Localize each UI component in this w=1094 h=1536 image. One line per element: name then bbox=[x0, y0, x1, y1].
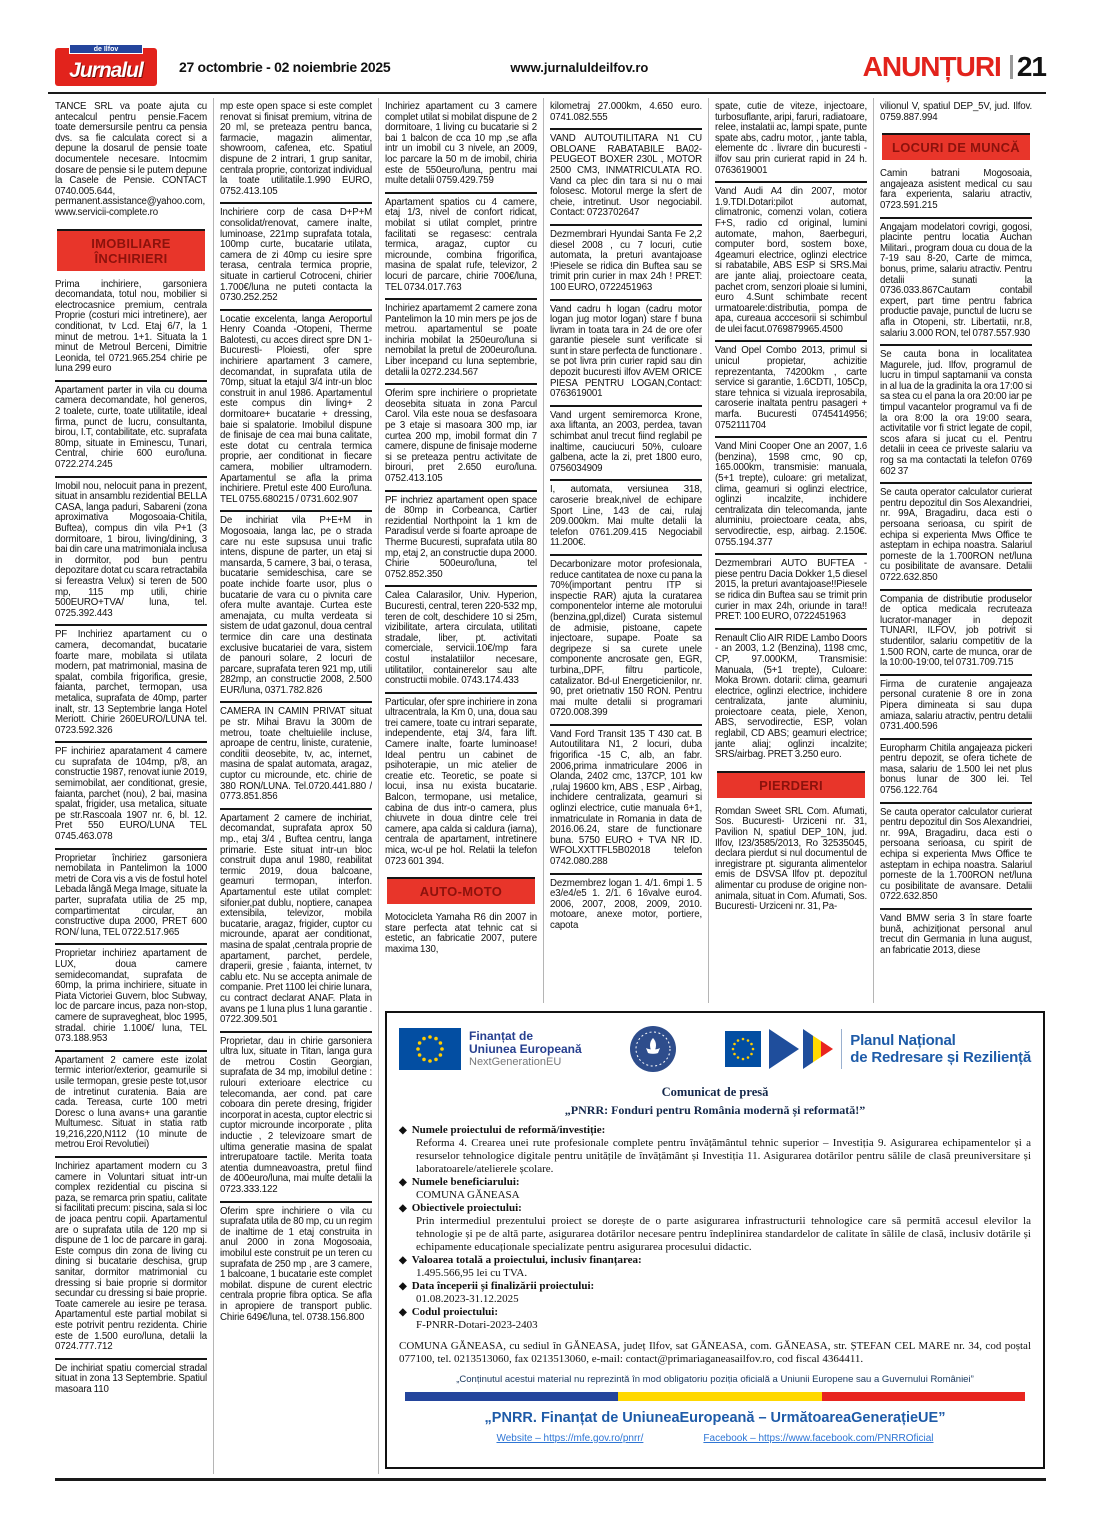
classified-ad: spate, cutie de viteze, injectoare, turbosuflante, aripi, faruri, radiatoare, relee, instalatii ac, lampi spate, punte spate abs, cadru motor, , jante tabla, elemente dc . livrare din bucuresti - ilfov sau prin curierat rapid in 24 h. 0763619001 bbox=[715, 101, 867, 176]
classified-ad: mp este open space si este complet renovat si finisat premium, vitrina de 20 ml, se preteaza pentru banca, farmacie, magazin alimentar, showroom, cafenea, etc. Spatiul dispune de 2 intrari, 1 grup sanitar, centrala proprie, contorizat individual la toate utilitatile.1.990 EURO, 0752.413.105 bbox=[220, 101, 372, 197]
pnrr-bullet-title: ◆ Obiectivele proiectului: bbox=[399, 1202, 522, 1214]
diamond-bullet-icon: ◆ bbox=[399, 1307, 407, 1318]
classified-ad: Apartament 2 camere de inchiriat, decomandat, suprafata aprox 50 mp., etaj 3/4 , Buftea centru, langa primarie. Este situat intr-un bloc construit dupa anul 1980, reabilitat termic 2019, doua balcoane, geamuri termopan, interfon. Apartamentul este utilat complet: sifonier,pat dublu, noptiere, canapea extensibila, televizor, mobila bucatarie, aragaz, frigider, cuptor cu microunde, aparat aer conditionat, masina de spalat ,centrala proprie de apartament, parchet, perdele, draperii, gresie , faianta, internet, tv cablu etc. Nu se accepta animale de companie. Pret 1100 lei chirie lunara, cu contract declarat ANAF. Plata in avans pe 1 luna plus 1 luna garantie . 0722.309.501 bbox=[220, 808, 372, 1031]
classified-ad: Motocicleta Yamaha R6 din 2007 in stare perfecta atat tehnic cat si estetic, an fabricatie 2007, putere maxima 130, bbox=[385, 912, 537, 955]
classified-ad: Oferim spre inchiriere o vila cu suprafata utila de 80 mp, cu un regim de inaltime de 1 etaj construita in anul 2000 in zona Mogosoaia, imobilul este construit pe un teren cu suprafata de 250 mp , are 3 camere, 1 balcoane, 1 bucatarie este complet mobilat. dispune de curent electric centrala proprie fibra optica. Se afla in apropiere de transport public. Chirie 649€/luna, tel. 0738.156.800 bbox=[220, 1201, 372, 1329]
classified-ad: Dezmembrari AUTO BUFTEA - piese pentru Dacia Dokker 1,5 diesel 2015, la preturi avantajoase!!Piesele se ridica din Buftea sau se trimit prin curier in max 24h, oriunde in tara!! PRET: 100 EURO, 0722451963 bbox=[715, 553, 867, 628]
pnrr-press-release-box bbox=[385, 1011, 1045, 1469]
pnrr-facebook-link[interactable]: Facebook – https://www.facebook.com/PNRROficial bbox=[703, 1433, 934, 1444]
classified-ad: Inchiriez apartament cu 3 camere complet utilat si mobilat dispune de 2 dormitoare, 1 living cu bucatarie si 2 bai 1 balcon de cca 10 mp ,se afla intr un imobil cu 3 nivele, an 2009, loc parcare la 50 m de imobil, chiria este de 550euro/luna, pentru mai multe detalii 0759.429.759 bbox=[385, 101, 537, 187]
pnrr-bullet-body: Prin intermediul prezentului proiect se dorește de o parte asigurarea infrastructurii tehnologice care să permită accesul elevilor la tehnologie și pe de altă parte, asigurarea dotărilor necesare pentru îndeplinirea standardelor de calitate în sălile de clasă, inclusiv dotările și echipamente educaționale specializate pentru asigurarea procesului didactic. bbox=[416, 1215, 1031, 1253]
pnrr-logos-row bbox=[399, 1021, 1031, 1077]
classified-ad: Renault Clio AIR RIDE Lambo Doors - an 2003, 1.2 (Benzina), 1198 cmc, CP, 97.000KM, Transmisie: Manuala, (5+1 trepte), Culoare: Moka Brown. dotarii: clima, geamuri electrice, oglinzi electrice, inchidere centralizata, jante aluminiu, proiectoare ceata, piele, Xenon, ABS, servodirectie, ESP, volan reglabil, CD ABS; geamuri electrice; jante aliaj; oglinzi incalzite; SRS/airbag. PRET 3.250 euro. bbox=[715, 628, 867, 766]
eu-funding-line3: NextGenerationEU bbox=[469, 1055, 562, 1068]
classified-ad: Vand Opel Combo 2013, primul si unicul propietar, achizitie reprezentanta, 74200km , carte service si garantie, 1.6CDTI, 105Cp, stare tehnica si vizuala ireprosabila, caroserie inaltata pentru pasageri + marfa. Bucuresti 0745414956; 0752111704 bbox=[715, 340, 867, 436]
classified-ad: Dezmembrez logan 1. 4/1. 6mpi 1. 5 e3/e4/e5 1. 2/1. 6 16valve euro4. 2006, 2007, 2008, 2009, 2010. motoare, anexe motor, portiere, capota bbox=[550, 873, 702, 937]
classified-ad: Proprietar închiriez garsoniera nemobilata in Pantelimon la 1000 metri de Cora vis a vis de fostul hotel Lebada lângă Mega Image, situate la parter, suprafata utilia de 25 mp, compartimentat circular, an constructive dupa 2000, PRET 600 RON/ luna, TEL 0722.517.965 bbox=[55, 848, 207, 944]
classified-ad: Vand Audi A4 din 2007, motor 1.9.TDI.Dotari:pilot automat, climatronic, comenzi volan, cotiera F+S, radio cd original, lumini automate, mahon, 8aerbeguri, computer bord, sostem boxe, 4geamuri electrice, oglinzi electrice si rabatabile, ABS ESP si SRS.Mai are jante aliaj, proiectoare ceata, pachet crom, senzori ploaie si lumini, euro 4.Sunt schimbate recent urmatoarele:distributia, pompa de apa, cureaua acccesorii si schimbul de ulei facut.0769879965.4500 bbox=[715, 181, 867, 340]
section-header-imobiliare-inchirieri: IMOBILIARE ÎNCHIRIERI bbox=[57, 229, 205, 271]
newspaper-column-4 bbox=[550, 98, 702, 1003]
page-number: 21 bbox=[1016, 51, 1046, 82]
pnrr-bullet-title: ◆ Data începerii și finalizării proiectului: bbox=[399, 1280, 595, 1292]
classified-ad: Dezmembrari Hyundai Santa Fe 2,2 diesel 2008 , cu 7 locuri, cutie automata, la preturi avantajoase !Piesele se ridica din Buftea sau se trimit prin curier in max 24h ! PRET: 100 EURO, 0722451963 bbox=[550, 224, 702, 299]
classified-ad: PF inchiriez aparatament 4 camere cu suprafata de 104mp, p/8, an constructie 1987, renovat iunie 2019, semimobilat, aer conditionat, gresie, faianta, parchet (nou), 2 bai, masina spalat, frigider, usa metalica, situate pe str.Rascoala 1907 nr. 6, bl. 12. Pret 550 EURO/LUNA TEL 0745.463.078 bbox=[55, 741, 207, 847]
classified-ad: Se cauta operator calculator curierat pentru depozitul din Sos Alexandriei, nr. 99A, Bragadiru, daca esti o persoana serioasa, cu spirit de echipa si experienta Mws Office te asteptam in echipa noastra. Salariul porneste de la 1.700RON net/luna cu posibilitate de avansare. Detalii 0722.632.850 bbox=[880, 482, 1032, 588]
column-separator bbox=[372, 98, 385, 1474]
issue-date: 27 octombrie - 02 noiembrie 2025 bbox=[179, 59, 391, 75]
romanian-government-emblem-icon bbox=[628, 1024, 678, 1074]
pnrr-bullet-title: ◆ Valoarea totală a proiectului, inclusiv finanțarea: bbox=[399, 1254, 642, 1266]
classified-ad: TANCE SRL va poate ajuta cu antecalcul pentru pensie.Facem toate demersursile pentru ca pensia dvs. sa fie calculata corect si a depune la dosarul de pensie toate documentele necesare. Intocmim dosare de pensie si le putem depune la Casele de Pensie. CONTACT 0740.005.644, permanent.assistance@yahoo.com, www.servicii-complete.ro bbox=[55, 101, 207, 218]
pnrr-bullet-title: ◆ Numele beneficiarului: bbox=[399, 1176, 520, 1188]
newspaper-column-3 bbox=[385, 98, 537, 1003]
diamond-bullet-icon: ◆ bbox=[399, 1203, 407, 1214]
press-release-label: Comunicat de presă bbox=[661, 1085, 769, 1099]
classified-ad: Compania de distributie produselor de optica medicala recruteaza lucrator-manager in depozit TUNARI, ILFOV, job potrivit si studentilor, salariu competitiv de la 1.500 RON, carte de munca, orar de la 10:00-19:00, tel 0731.709.715 bbox=[880, 589, 1032, 674]
page-number-divider bbox=[1010, 55, 1013, 79]
page-header bbox=[55, 44, 1046, 90]
page-bottom-rule bbox=[55, 1478, 1046, 1481]
classified-ad: Europharm Chitila angajeaza pickeri pentru depozit, se ofera tichete de masa, salariu de 1.500 lei net plus bonus lunar de 300 lei. Tel 0756.122.764 bbox=[880, 738, 1032, 802]
eu-flag-icon bbox=[399, 1028, 461, 1070]
beneficiary-paragraph: COMUNA GĂNEASA, cu sediul în GĂNEASA, județ Ilfov, sat GĂNEASA, com. GĂNEASA, str. ȘTEFAN CEL MARE nr. 34, cod poștal 077100, tel. 0213513060, fax 0213513060, e-mail: contact@primariaganeasailfov.ro, cod fiscal 4364411. bbox=[399, 1340, 1031, 1365]
classified-ad: vilionul V, spatiul DEP_5V, jud. Ilfov. 0759.887.994 bbox=[880, 101, 1032, 123]
classified-ad: Apartament spatios cu 4 camere, etaj 1/3, nivel de confort ridicat, mobilat si utilat complet, printre facilitati se regasesc: centrala termica, aragaz, cuptor cu microunde, combina frigorifica, masina de spalat rufe, televizor, 2 locuri de parcare, chirie 700€/luna, TEL 0734.017.763 bbox=[385, 192, 537, 298]
classified-ad: Firma de curatenie angajeaza personal curatenie 8 ore in zona Pipera dimineata si sau dupa amiaza, salariu atractiv, pentru detalii 0731.400.596 bbox=[880, 674, 1032, 738]
pnrr-bullet-title: ◆ Codul proiectului: bbox=[399, 1306, 498, 1318]
pnrr-bullet-body: COMUNA GĂNEASA bbox=[416, 1189, 520, 1201]
classified-ad: Decarbonizare motor profesionala, reduce cantitatea de noxe cu pana la 70%(important pentru ITP si inspectie RAR) ajuta la curatarea componentelor interne ale motorului (benzina,gpl,dizel) Curata sistemul de admisie, pistoane, capete injectoare, supape. Poate sa degripeze si sa curete unele componente ancrosate gen, EGR, turbina,,DPF, filtru particole, catalizator. Bd-ul Energeticienilor, nr. 90, pret orietnativ 150 RON. Pentru mai multe detalii si programari 0720.008.399 bbox=[550, 554, 702, 724]
pnrr-bullet-body: Reforma 4. Crearea unei rute profesionale complete pentru învățământul tehnic superior – Investiția 9. Asigurarea echipamentelor și a resurselor tehnologice digitale pentru unitățile de învățământ și Investiția 11. Asigurarea dotărilor pentru sălile de clasă preuniversitare și laboratoarele/atelierele școlare. bbox=[416, 1137, 1031, 1175]
classified-ad: Inchiriez apartamemt 2 camere zona Pantelimon la 10 min mers pe jos de metrou. apartamentul se poate inchiria mobilat la 250euro/luna si nemobilat la pretul de 200euro/luna. Liber incepand cu luna septembrie, detalii la 0272.234.567 bbox=[385, 298, 537, 383]
plan-logo-line1: Planul Național bbox=[850, 1032, 956, 1049]
logo-title: Jurnalul bbox=[69, 59, 143, 82]
classified-ad: Vand urgent semiremorca Krone, axa liftanta, an 2003, perdea, tavan schimbat anul trecut fiind reglabil pe inaltime, cauciucuri 50%, culoare galbena, acte la zi, pret 1800 euro, 0756034909 bbox=[550, 405, 702, 480]
classified-ad: Apartament 2 camere este izolat termic interior/exterior, geamurile si usile termopan, gresie peste tot,usor de intretinut curatenia. Baia are cada. Tereasa, curte 100 metri Doresc o luna avans+ una garantie Multumesc. Situat in statia ratb 19,216,220,N112 (10 minute de metrou Eroi Revolutiei) bbox=[55, 1050, 207, 1156]
classified-ad: Romdan Sweet SRL Com. Afumati, Sos. Bucuresti- Urziceni nr. 31, Pavilion N, spatiul DEP_10N, jud. Ilfov, I23/3585/2013, Ro 32535045, declara pierdut si nul documentul de inregistrare pt. siguranta alimentelor emis de DSVSA Ilfov pt. depozitul alimentar cu produse de origine non-animala, situat in Com. Afumati, Sos. Bucuresti- Urziceni nr. 31, Pa- bbox=[715, 805, 867, 913]
press-release-title: „PNRR: Fonduri pentru România modernă și reformată!” bbox=[564, 1103, 866, 1117]
newspaper-column-1 bbox=[55, 98, 207, 1474]
classified-ad: Locatie excelenta, langa Aeroportul Henry Coanda -Otopeni, Therme Balotesti, cu acces direct spre DN 1- Bucuresti- Ploiesti, ofer spre inchiriere apartament 3 camere, decomandat, in suprafata utila de 70mp, situat la etajul 3/4 intr-un bloc construit in anul 1986. Apartamentul este compus din living+ 2 dormitoare+ bucatarie + dressing, baie si spalatorie. Imobilul dispune de finisaje de cea mai buna calitate, este dotat cu centrala termica proprie, aer conditionat in fiecare camera, mobilier ultramodern. Apartamentul se afla la prima inchiriere. Pretul este 400 Euro/luna. TEL 0755.680215 / 0731.602.907 bbox=[220, 309, 372, 511]
website-url: www.jurnaluldeilfov.ro bbox=[510, 59, 649, 75]
classified-ad: Camin batrani Mogosoaia, angajeaza asistent medical cu sau fara experienta, salariu atractiv, 0723.591.215 bbox=[880, 168, 1032, 211]
classified-ad: Se cauta operator calculator curierat pentru depozitul din Sos Alexandriei, nr. 99A, Bragadiru, daca esti o persoana serioasa, cu spirit de echipa si experienta Mws Office te asteptam in echipa noastra. Salariul porneste de la 1.700RON net/luna cu posibilitate de avansare. Detalii 0722.632.850 bbox=[880, 802, 1032, 908]
logo-subtitle: de Ilfov bbox=[69, 44, 143, 54]
classified-ad: kilometraj 27.000km, 4.650 euro. 0741.082.555 bbox=[550, 101, 702, 123]
plan-logo-line2: de Redresare și Reziliență bbox=[850, 1049, 1031, 1066]
jurnalul-logo bbox=[55, 48, 157, 86]
column-separator bbox=[537, 98, 550, 1003]
diamond-bullet-icon: ◆ bbox=[399, 1177, 407, 1188]
classified-ad: Apartament parter in vila cu douma camera decomandate, hol generos, 2 toalete, curte, toate utilitatile, ideal firma, punct de lucru, consultanta, birou, I.T, contabilitate, etc. suprafata 80mp, situate in Eminescu, Tunari, Central, chirie 600 euro/luna. 0722.274.245 bbox=[55, 380, 207, 476]
classified-ad: Angajam modelatori covrigi, gogosi, placinte pentru locatia Auchan Militari., program doua cu doua de la 7-19 sau 8-20, Carte de mimca, bonus, prime, salariu atractiv. Pentru detalii sunati la 0736.033.867Cautam contabil expert, part time pentru fabrica productie pavaje, punctul de lucru se afla in Otopeni, str. Libertatii, nr.8, salariu 3.000 RON, tel 0787.557.930 bbox=[880, 217, 1032, 345]
pnrr-disclaimer: „Conținutul acestui material nu reprezintă în mod obligatoriu poziția oficială a Uniunii Europene sau a Guvernului României” bbox=[456, 1374, 974, 1385]
classified-ad: PF inchriez apartament open space de 80mp in Corbeanca, Cartier rezidential Northpoint la 1 km de Paradisul verde si foarte aproape de Therme Bucuresti, suprafata utila 80 mp, etaj 2, an constructie dupa 2000. Chirie 500euro/luna, tel 0752.852.350 bbox=[385, 490, 537, 586]
eu-funding-line1: Finanțat de bbox=[469, 1028, 534, 1043]
classified-ad: Inchiriere corp de casa D+P+M consolidat/renovat, camere inalte, luminoase, 221mp suprafata totala, 100mp curte, bucatarie utilata, camera de zi 40mp cu iesire spre terasa, centrala termica proprie, situate in cartierul Cotroceni, chirier 1.700€/luna ne puteti contacta la 0730.252.252 bbox=[220, 202, 372, 308]
classified-ad: Proprietar, dau in chirie garsoniera ultra lux, situate in Titan, langa gura de metrou Costin Georgian, suprafata de 34 mp, imobilul detine : rulouri exterioare electrice cu telecomanda, aer cond. pat care coboara din perete dresing, frigider incorporat in acesta, cuptor electric si cuptor microunde incorporate , plita inductie , 2 televizoare smart de ultima generatie masina de spalat intrerupatoare tactile. Merita toata atentia dumneavoastra, pretul fiind de 400euro/luna, mai multe detalii la 0723.333.122 bbox=[220, 1031, 372, 1201]
header-rule bbox=[48, 92, 1046, 94]
newspaper-column-6 bbox=[880, 98, 1032, 1003]
pnrr-bullet-body: 1.495.566,95 lei cu TVA. bbox=[416, 1267, 528, 1279]
section-header-pierderi: PIERDERI bbox=[717, 771, 865, 798]
classified-ad: Imobil nou, nelocuit pana in prezent, situat in ansamblu rezidential BELLA CASA, langa paduri, Sabareni (zona aproximativa Mogosoaia-Chitila, Buftea), compus din vila P+1 (3 dormitoare, 1 birou, living/dining, 3 bai din care una matrimoniala inclusa in dormitor, pod bun pentru depozitare dotat cu scara retractabila si fereastra Velux) si teren de 500 mp, 115 mp utili, chirie 500EURO+TVA/ luna, tel. 0725.392.443 bbox=[55, 476, 207, 625]
classified-ad: Particular, ofer spre inchiriere in zona ultracentrala, la Km 0, una, doua sau trei camere, toate cu intrari separate, independente, etaj 3/4, fara lift. Camere inalte, foarte luminoase! Ideal pentru un cabinet de psihoterapie, un mic atelier de creatie etc. Teoretic, se poate si locui, insa nu exista bucatarie. Balcon, termopane, usi metalice, cabina de dus intr-o camera, plus chiuvete in doua dintre cele trei camere, apa calda si caldura (iarna), centrala de apartament, intretinere mica, wc-ul pe hol. Relatii la telefon 0723 601 394. bbox=[385, 692, 537, 873]
eu-funding-line2: Uniunea Europeană bbox=[469, 1041, 582, 1056]
section-title: ANUNȚURI bbox=[862, 51, 1001, 82]
section-header-locuri-de-munca: LOCURI DE MUNCĂ bbox=[882, 133, 1030, 160]
classified-ad: De inchiriat vila P+E+M in Mogosoaia, langa lac, pe o strada care nu este supsusa unui trafic intens, dispune de parter, un etaj si mansarda, 5 camere, 3 bai, o terasa, bucatarie semideschisa, care se poate inchide foarte usor, plus o bucatarie de vara cu o pivnita care ofera multe avantaje. Curtea este amenajata, cu multa verdeata si sistem de udat gazonul, doua central termice din care una destinata exclusive bucatariei de vara, sistem de panouri solare, 2 locuri de parcare, suprafata teren 921 mp, utili 282mp, an constructie 2008, 2.500 EUR/luna, 0371.782.826 bbox=[220, 510, 372, 701]
newspaper-column-5 bbox=[715, 98, 867, 1003]
classified-ad: Calea Calarasilor, Univ. Hyperion, Bucuresti, central, teren 220-532 mp, teren de colt, deschidere 10 si 25m, vizibilitate, artera circulata, utilitati stradale, liber, pt. activitati comerciale, servicii.10€/mp fara costul instalatiilor necesare, utilitatilor, containerelor sau alte constructii mobile. 0743.174.433 bbox=[385, 585, 537, 691]
classified-ad: Vand cadru h logan (cadru motor logan jug motor logan) stare f buna livram in toata tara in 24 de ore ofer garantie piesele sunt verificate si sunt in stare perfecta de functionare . se pot livra prin curier rapid sau din depozit bucuresti ilfov AVEM ORICE PIESA PENTRU LOGAN,Contact: 0763619001 bbox=[550, 299, 702, 405]
logo-divider bbox=[841, 1029, 842, 1069]
classified-ad: Prima inchiriere, garsoniera decomandata, totul nou, mobilier si electrocasnice premium, centrala Proprie (costuri mici intretinere), aer conditionat, tv Lcd. Etaj 6/7, la 1 minut de metrou. 1+1. Situata la 1 minut de Metroul Berceni, Dimitrie Leonida, tel 0721.965.254 chirie pe luna 299 euro bbox=[55, 278, 207, 375]
column-separator bbox=[867, 98, 880, 1003]
classified-ad: Proprietar inchiriez apartament de LUX, doua camere semidecomandat, suprafata de 60mp, la prima inchiriere, situate in Piata Victoriei Guvern, bloc Subway, loc de parcare incus, paza non-stop, camere de supravegheat, bloc 1995, stradal. chirie 1.100€/ luna, TEL 073.188.953 bbox=[55, 943, 207, 1049]
pnrr-chevrons-icon bbox=[725, 1027, 833, 1071]
pnrr-bullet-body: 01.08.2023-31.12.2025 bbox=[416, 1293, 519, 1305]
newspaper-column-2 bbox=[220, 98, 372, 1474]
classified-ad: Vand Ford Transit 135 T 430 cat. B Autoutilitara N1, 2 locuri, duba frigorifica -15 C, alb, an fabr. 2006,prima inmatriculare 2006 in Olanda, 2402 cmc, 137CP, 101 kw ,rulaj 19600 km, ABS , ESP , Airbag, inchidere centralizata, geamuri si oglinzi electrice, cutie manuala 6+1, inmatriculate in Romania in data de 2016.06.24, stare de functionare buna. 5750 EURO + TVA NR ID. WFOLXXTTFL5B02018 telefon 0742.080.288 bbox=[550, 724, 702, 873]
pnrr-bullet-title: ◆ Numele proiectului de reformă/investiție: bbox=[399, 1124, 606, 1136]
pnrr-website-link[interactable]: Website – https://mfe.gov.ro/pnrr/ bbox=[496, 1433, 644, 1444]
classifieds-content bbox=[55, 98, 1045, 1474]
classified-ad: I, automata, versiunea 318, caroserie break,nivel de echipare Sport Line, 143 de cai, rulaj 209.000km. Mai multe detalii la telefon 0761.209.415 Negociabil 11.200€. bbox=[550, 479, 702, 554]
classified-ad: Oferim spre inchiriere o proprietate deosebita situata in zona Parcul Carol. Vila este noua se desfasoara pe 3 etaje si masoara 300 mp, iar curtea 200 mp, imobil format din 7 camere, dispune de finisaje moderne si se preteaza pentru activitate de birouri, pret 2.650 euro/luna. 0752.413.105 bbox=[385, 383, 537, 489]
right-columns-block bbox=[385, 98, 1045, 1474]
column-separator bbox=[702, 98, 715, 1003]
classified-ad: Inchiriez apartament modern cu 3 camere in Voluntari situat intr-un complex rezidential cu piscina si paza, se remarca prin spatiu, calitate si facilitati precum: piscina, sala si loc de joaca pentru copii. Apartamentul are o suprafata utila de 120 mp si dispune de 1 loc de parcare in garaj. Este compus din zona de living cu dining si bucatarie deschisa, grup sanitar, dormitor matrimonial cu dressing si baie proprie si dormitor secundar cu dressing si baie proprie. Toate camerele au iesire pe terasa. Apartamentul este partial mobilat si este potrivit pentru rezidenta. Chirie este de 1.500 euro/luna, detalii la 0724.777.712 bbox=[55, 1156, 207, 1358]
diamond-bullet-icon: ◆ bbox=[399, 1281, 407, 1292]
diamond-bullet-icon: ◆ bbox=[399, 1125, 407, 1136]
pnrr-slogan: „PNRR. Finanțat de UniuneaEuropeană – UrmătoareaGenerațieUE” bbox=[484, 1410, 946, 1426]
classified-ad: VAND AUTOUTILITARA N1 CU OBLOANE RABATABILE BA02-PEUGEOT BOXER 230L , MOTOR 2500 CM3, INMATRICULATA RO. Vand ca plec din tara si nu o mai folosesc. Motorul merge la sfert de cheie, intretinut. Usor negociabil. Contact: 0723702647 bbox=[550, 128, 702, 224]
column-separator bbox=[207, 98, 220, 1474]
classified-ad: CAMERA IN CAMIN PRIVAT situat pe str. Mihai Bravu la 300m de metrou, toate cheltuielile incluse, aproape de centru, liniste, curatenie, conditii deosebite, tv, ac, internet, masina de spalat automata, aragaz, cuptor cu microunde, etc. chirie de 380 RON/LUNA. Tel.0720.441.880 / 0773.851.856 bbox=[220, 701, 372, 807]
classified-ad: Vand Mini Cooper One an 2007, 1.6 (benzina), 1598 cmc, 90 cp, 165.000km, transmisie: manuala,(5+1 trepte), culoare: gri metalizat, clima, geamuri si oglinzi electrice, oglinzi incalzite, inchidere centralizata din telecomanda, jante aluminiu, proiectoare ceata, abs, servodirectie, esp, airbag. 2.150€. 0755.194.377 bbox=[715, 436, 867, 553]
romania-tricolor-bar bbox=[405, 1392, 1025, 1401]
section-header-auto-moto: AUTO-MOTO bbox=[387, 877, 535, 904]
pnrr-bullets bbox=[399, 1124, 1031, 1332]
classified-ad: Vand BMW seria 3 în stare foarte bună, achiziționat personal anul trecut din Germania in luna august, an fabricatie 2013, diese bbox=[880, 908, 1032, 961]
classified-ad: De inchiriat spatiu comercial stradal situat in zona 13 Septembrie. Spatiul masoara 110 bbox=[55, 1358, 207, 1401]
classified-ad: Se cauta bona in localitatea Magurele, jud. Ilfov, programul de lucru in timpul saptamanii va consta in al lua de la gradinita la ora 17:00 si sa stea cu el pana la ora 20:00 iar pe timpul vacantelor programul va fi de la ora 8:00 la ora 19:00 seara, activitatile vor fi strict legate de copil, scos afara si jucat cu el. Pentru detalii in ceea ce priveste salariu va rog sa ma contactati la telefon 0769 602 37 bbox=[880, 344, 1032, 482]
pnrr-bullet-body: F-PNRR-Dotari-2023-2403 bbox=[416, 1319, 538, 1331]
classified-ad: PF Inchiriez apartament cu o camera, decomandat, bucatarie foarte mare, mobilata si utilata modern, pat matrimonial, masina de spalat, combila frigorifica, gresie, faianta, parchet, termopan, usa metalica, suprafata de 40mp, parter inalt, str. 13 Septembrie langa Hotel Meriott. Chirie 260EURO/LUNA tel. 0723.592.326 bbox=[55, 624, 207, 741]
diamond-bullet-icon: ◆ bbox=[399, 1255, 407, 1266]
